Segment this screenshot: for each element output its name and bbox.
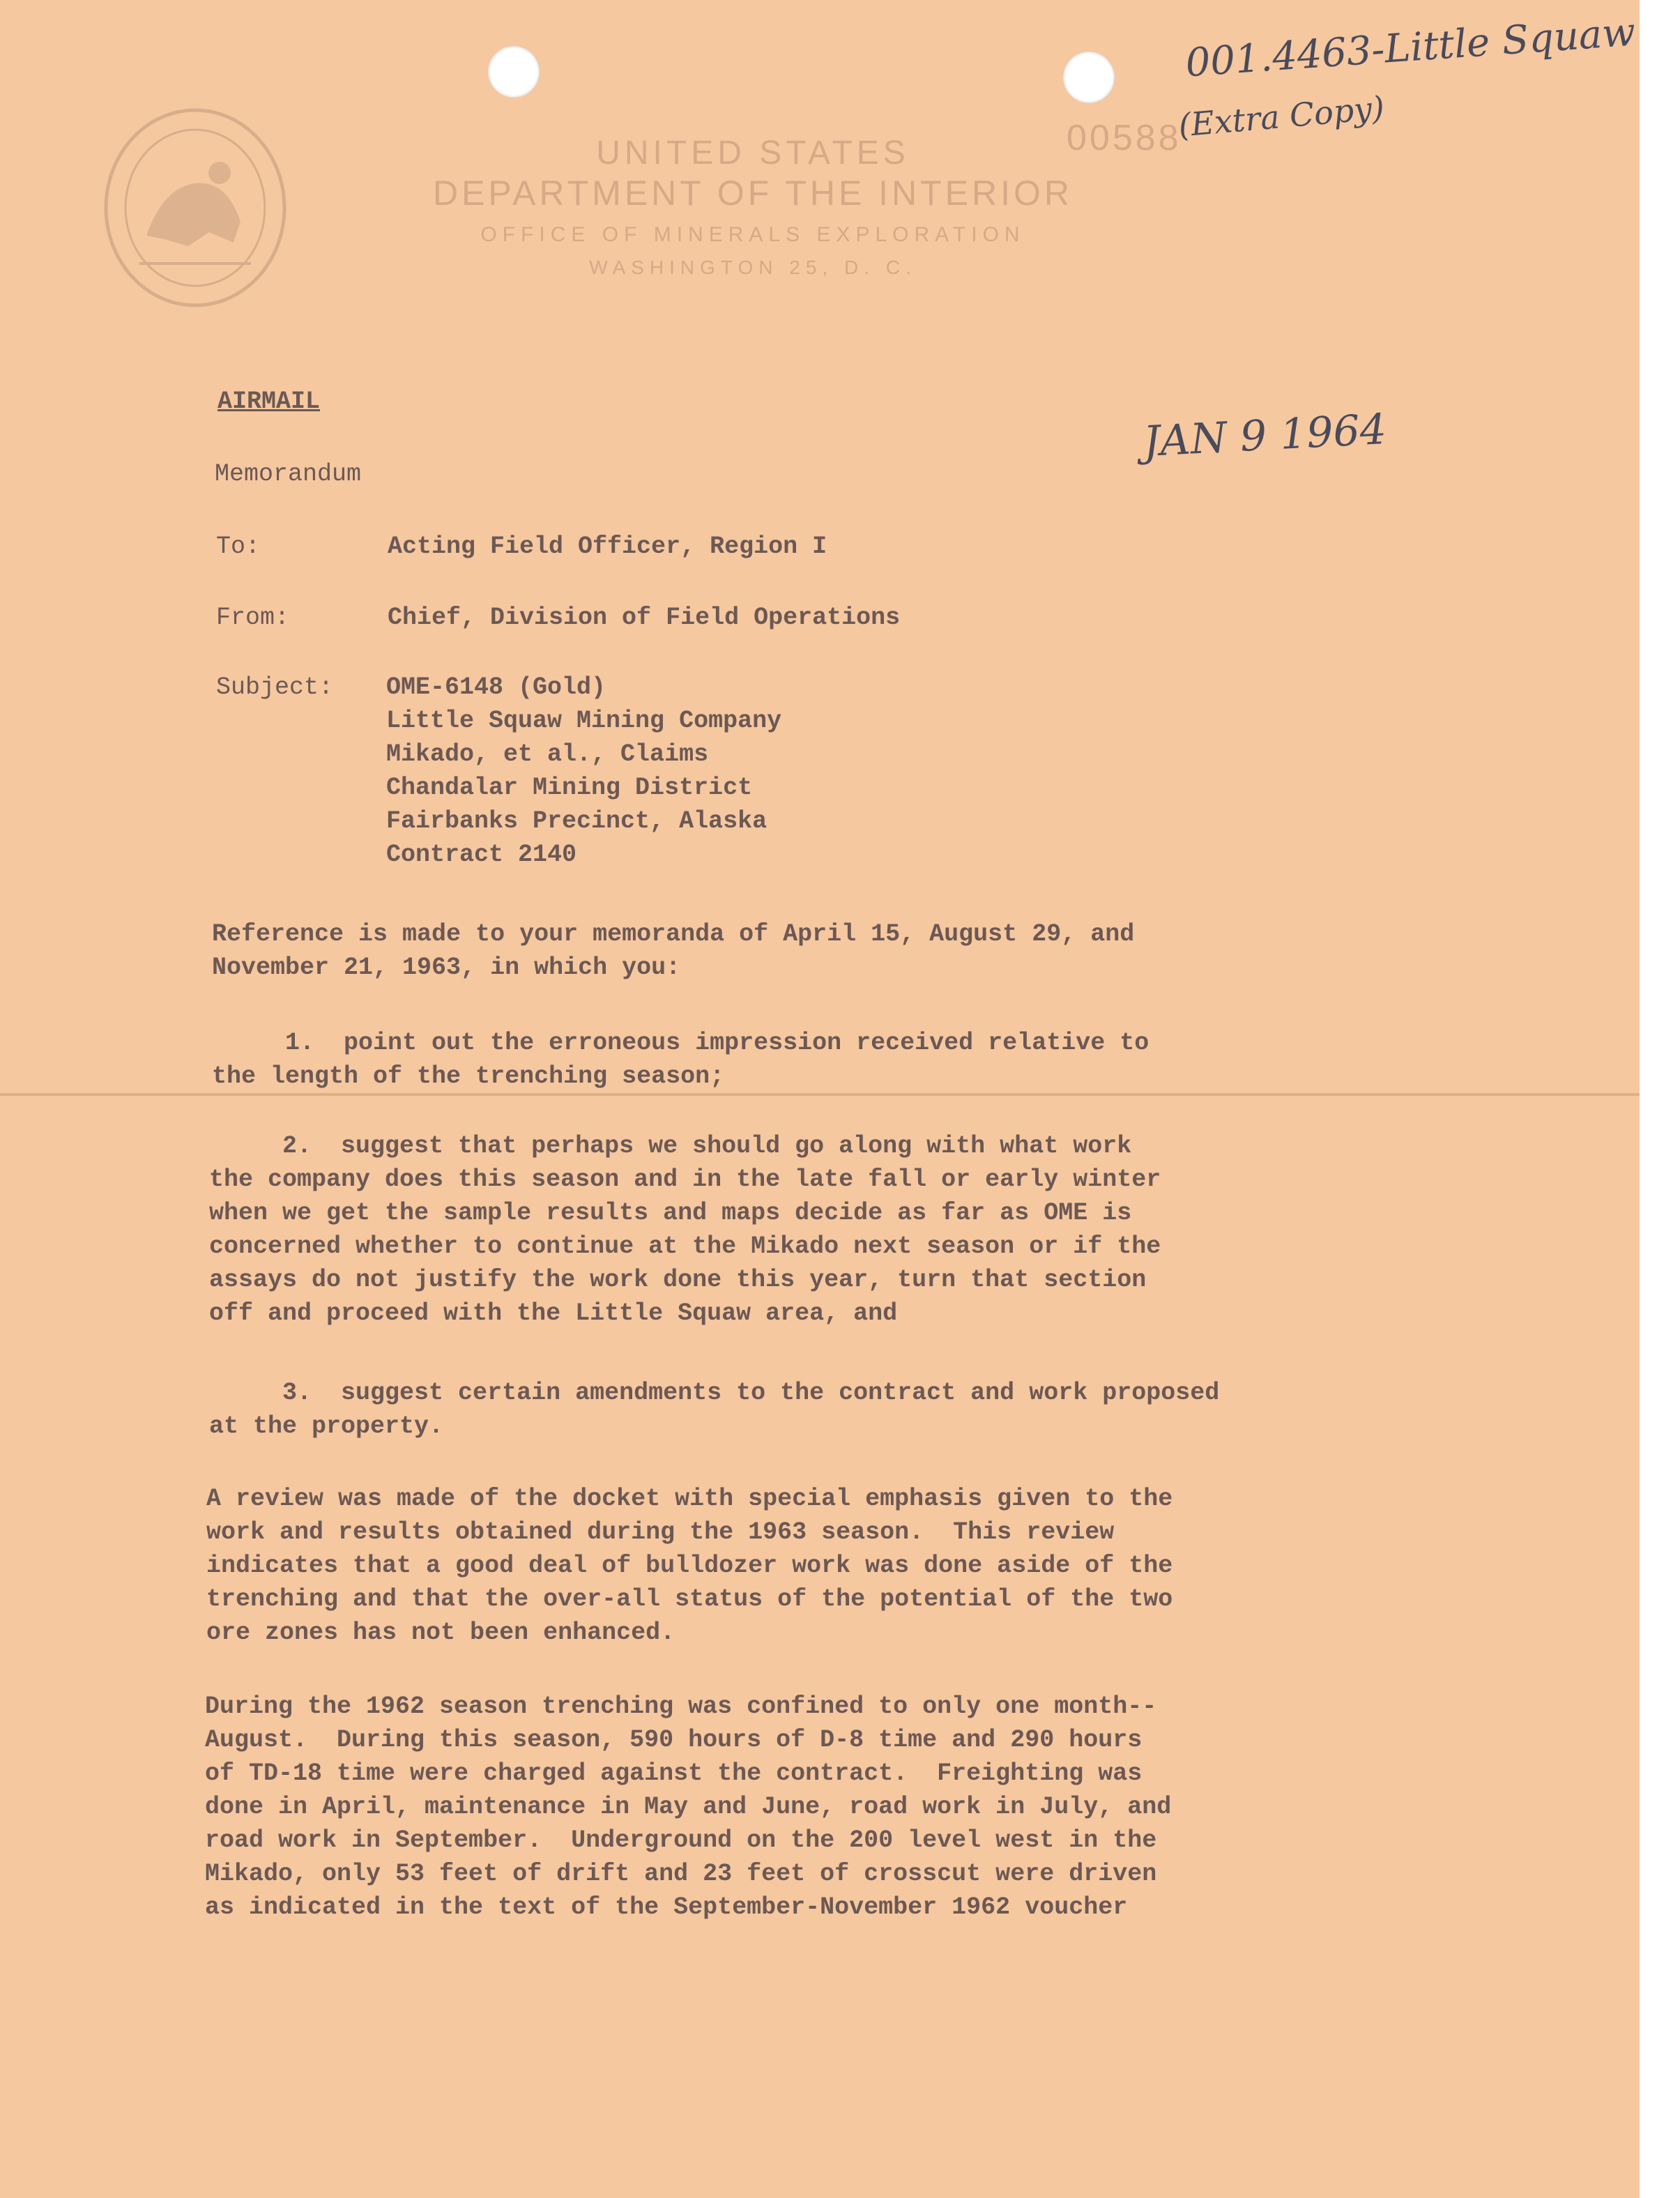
- paragraph-line: assays do not justify the work done this year, turn that section: [209, 1266, 1147, 1294]
- paragraph-line: the length of the trenching season;: [212, 1062, 725, 1090]
- subject-block: [386, 671, 781, 871]
- paragraph-line: 2. suggest that perhaps we should go along with what work: [209, 1132, 1132, 1160]
- paragraph-line: road work in September. Underground on the 200 level west in the: [205, 1826, 1157, 1854]
- subject-line: Chandalar Mining District: [386, 774, 753, 802]
- document-stamp-number: 00588: [1067, 118, 1182, 158]
- paragraph-line: concerned whether to continue at the Mikado next season or if the: [209, 1232, 1161, 1260]
- paragraph-line: of TD-18 time were charged against the contract. Freighting was: [205, 1760, 1143, 1787]
- item-3-paragraph: [209, 1376, 1219, 1443]
- from-value: Chief, Division of Field Operations: [388, 604, 901, 632]
- subject-label: Subject:: [216, 673, 334, 701]
- review-paragraph: [206, 1482, 1173, 1649]
- letterhead-office: OFFICE OF MINERALS EXPLORATION: [480, 223, 1025, 246]
- paragraph-line: off and proceed with the Little Squaw area, and: [209, 1299, 898, 1327]
- paragraph-line: A review was made of the docket with special emphasis given to the: [206, 1485, 1173, 1513]
- paragraph-line: work and results obtained during the 1963 season. This review: [206, 1518, 1115, 1546]
- subject-line: Little Squaw Mining Company: [386, 707, 782, 735]
- scan-margin: [1640, 0, 1680, 2198]
- punch-hole-right: [1063, 52, 1115, 103]
- paragraph-line: ore zones has not been enhanced.: [206, 1619, 675, 1647]
- paragraph-line: 3. suggest certain amendments to the contract and work proposed: [209, 1379, 1220, 1407]
- letterhead-address: WASHINGTON 25, D. C.: [589, 257, 917, 278]
- paragraph-line: November 21, 1963, in which you:: [212, 954, 681, 982]
- letterhead-country: UNITED STATES: [596, 135, 910, 171]
- airmail-heading: AIRMAIL: [217, 388, 321, 415]
- subject-line: Fairbanks Precinct, Alaska: [386, 807, 768, 835]
- subject-line: Contract 2140: [386, 841, 577, 869]
- paragraph-line: During the 1962 season trenching was confined to only one month--: [205, 1693, 1157, 1720]
- paragraph-line: done in April, maintenance in May and June, road work in July, and: [205, 1793, 1172, 1821]
- paragraph-line: trenching and that the over-all status of the potential of the two: [206, 1585, 1173, 1613]
- paragraph-line: the company does this season and in the late fall or early winter: [209, 1166, 1161, 1193]
- item-1-paragraph: [212, 1026, 1149, 1093]
- subject-line: OME-6148 (Gold): [386, 673, 606, 701]
- paragraph-line: when we get the sample results and maps decide as far as OME is: [209, 1199, 1132, 1227]
- subject-line: Mikado, et al., Claims: [386, 740, 709, 768]
- paragraph-line: as indicated in the text of the September-November 1962 voucher: [205, 1893, 1128, 1921]
- handwritten-date: JAN 9 1964: [1142, 404, 1388, 467]
- department-seal-icon: [98, 103, 293, 312]
- to-value: Acting Field Officer, Region I: [388, 533, 827, 560]
- paragraph-line: August. During this season, 590 hours of D-8 time and 290 hours: [205, 1726, 1143, 1754]
- handwritten-file-reference: 001.4463-Little Squaw: [1184, 9, 1637, 86]
- paragraph-line: at the property.: [209, 1412, 444, 1440]
- letterhead: [418, 134, 1087, 282]
- paragraph-line: Mikado, only 53 feet of drift and 23 feet of crosscut were driven: [205, 1860, 1157, 1888]
- paragraph-line: Reference is made to your memoranda of April 15, August 29, and: [212, 920, 1135, 948]
- season-paragraph: [205, 1690, 1171, 1924]
- to-label: To:: [216, 533, 261, 560]
- reference-paragraph: [212, 917, 1134, 984]
- handwritten-extra-copy: (Extra Copy): [1177, 89, 1387, 144]
- paragraph-line: indicates that a good deal of bulldozer work was done aside of the: [206, 1552, 1173, 1580]
- punch-hole-left: [488, 46, 540, 98]
- letterhead-department: DEPARTMENT OF THE INTERIOR: [432, 174, 1074, 213]
- from-label: From:: [216, 604, 290, 632]
- paragraph-line: 1. point out the erroneous impression received relative to: [212, 1029, 1150, 1057]
- paper-fold-line: [0, 1093, 1640, 1096]
- memo-type-label: Memorandum: [215, 460, 362, 488]
- item-2-paragraph: [209, 1129, 1161, 1330]
